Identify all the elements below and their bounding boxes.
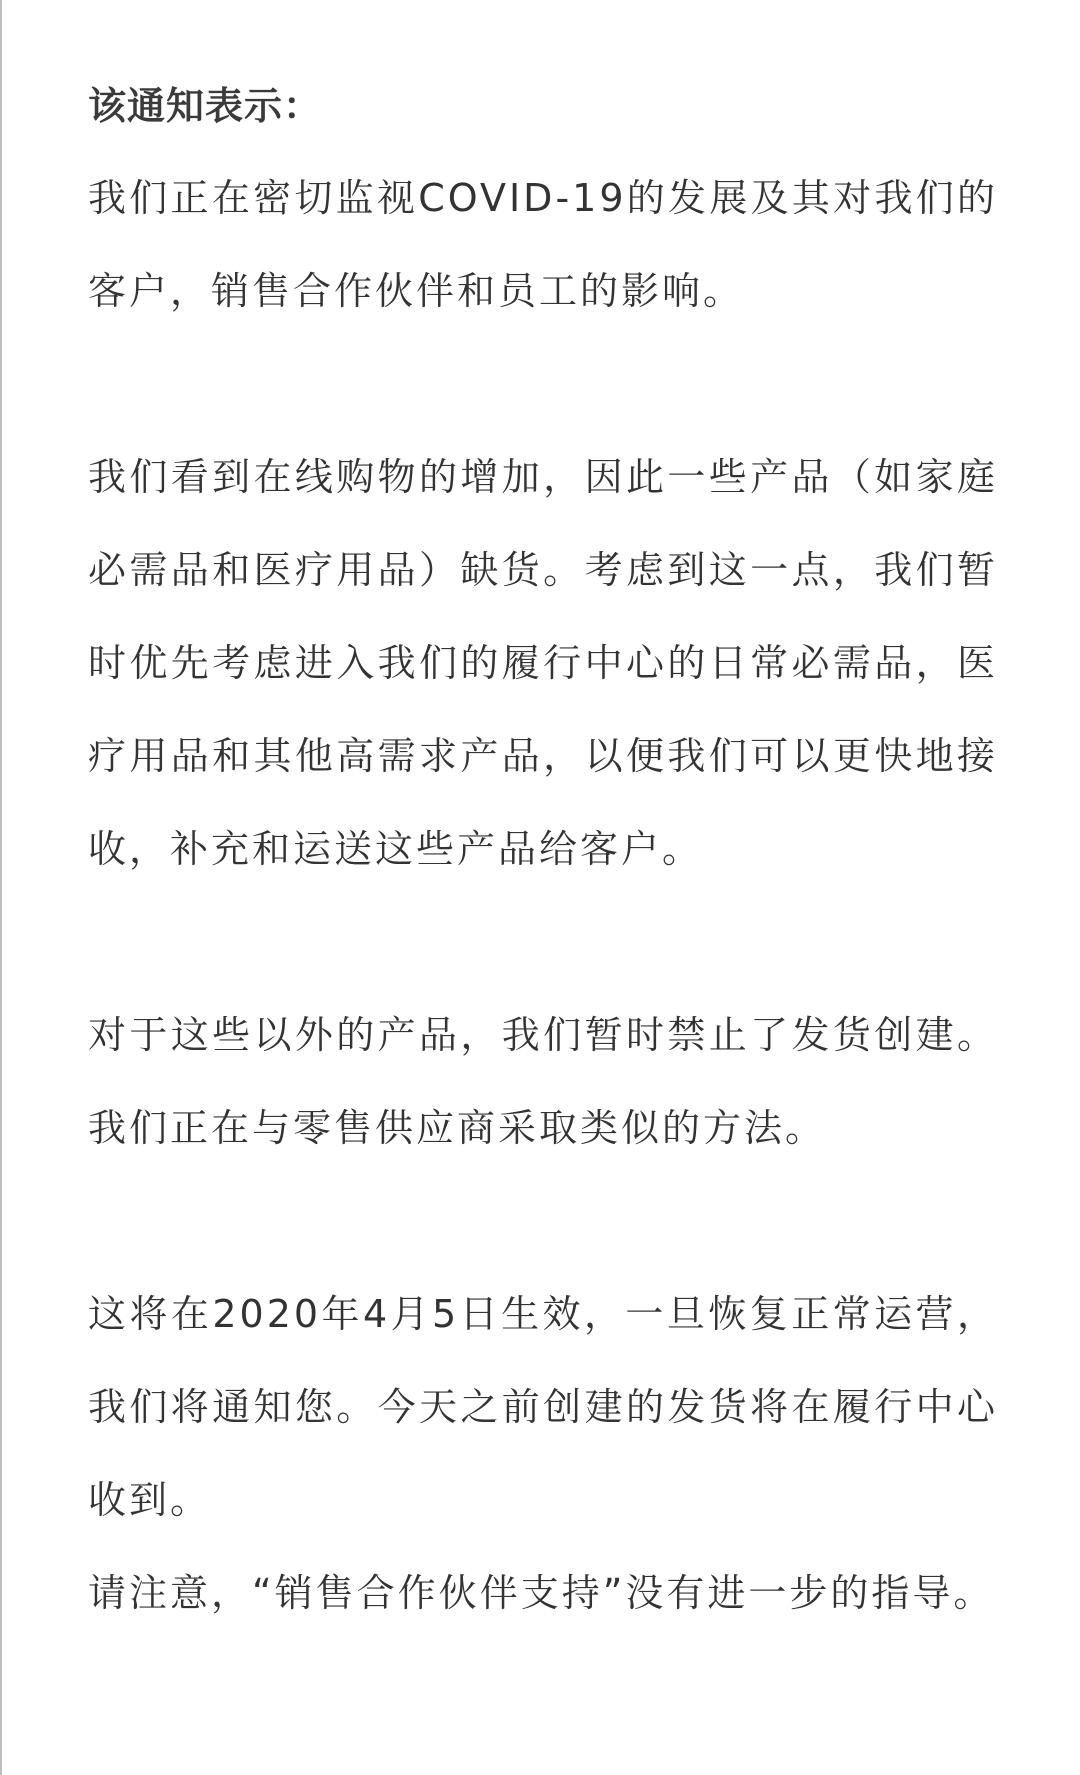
notice-article: [88, 60, 998, 1640]
paragraph-shipment-ban: 对于这些以外的产品，我们暂时禁止了发货创建。我们正在与零售供应商采取类似的方法。: [88, 1013, 998, 1150]
paragraph-effective-date: 这将在2020年4月5日生效，一旦恢复正常运营，我们将通知您。今天之前创建的发货将在履行中心收到。: [88, 1292, 998, 1522]
paragraph-support-note: 请注意，“销售合作伙伴支持”没有进一步的指导。: [88, 1571, 995, 1615]
paragraph-spacer: [88, 896, 998, 989]
paragraph-monitoring: 我们正在密切监视COVID-19的发展及其对我们的客户，销售合作伙伴和员工的影响。: [88, 176, 998, 313]
paragraph-spacer: [88, 338, 998, 431]
paragraph-prioritization: 我们看到在线购物的增加，因此一些产品（如家庭必需品和医疗用品）缺货。考虑到这一点，我们暂时优先考虑进入我们的履行中心的日常必需品，医疗用品和其他高需求产品，以便我们可以更快地接收，补充和运送这些产品给客户。: [88, 455, 998, 871]
left-border: [0, 0, 2, 1775]
paragraph-spacer: [88, 1175, 998, 1268]
notice-heading: 该通知表示：: [88, 84, 323, 128]
